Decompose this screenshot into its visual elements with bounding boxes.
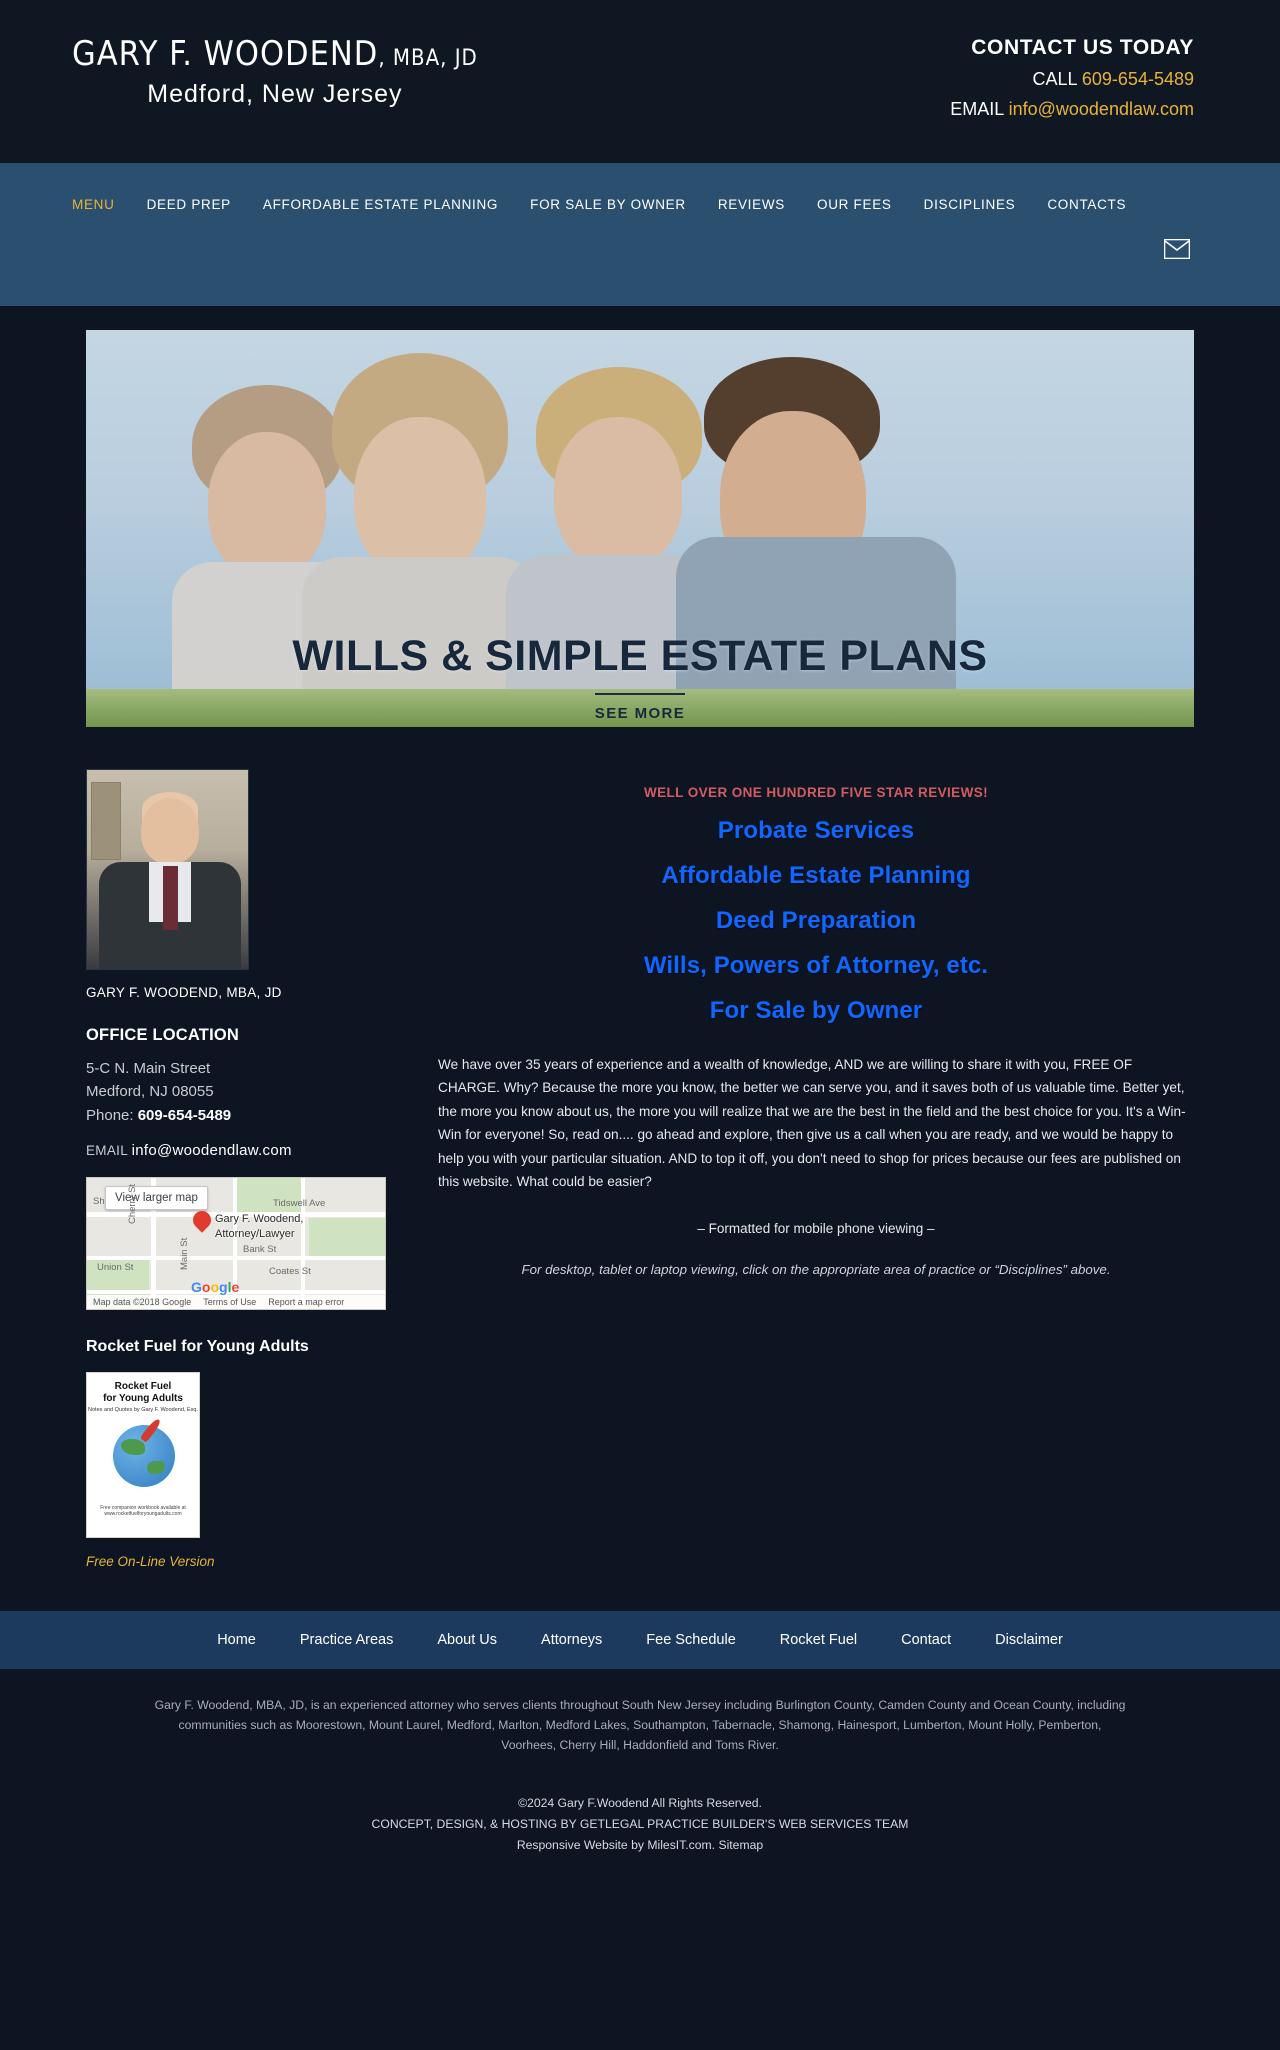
brand-subtitle: Medford, New Jersey (147, 80, 403, 108)
footer-link-about-us[interactable]: About Us (437, 1631, 498, 1648)
service-link-probate[interactable]: Probate Services (717, 817, 915, 844)
footer-link-home[interactable]: Home (217, 1631, 256, 1648)
nav-item-deed-prep[interactable]: DEED PREP (146, 197, 231, 212)
hero-title: WILLS & SIMPLE ESTATE PLANS (292, 632, 988, 680)
map-terms-link[interactable]: Terms of Use (203, 1296, 257, 1307)
footer-link-practice-areas[interactable]: Practice Areas (299, 1631, 394, 1648)
hero-section (0, 306, 1280, 727)
google-logo-o1: o (201, 1278, 211, 1295)
header-contact-block (950, 36, 1194, 120)
address-line-2: Medford, NJ 08055 (86, 1083, 214, 1101)
brand-name-main: GARY F. WOODEND (72, 34, 379, 74)
attorney-portrait (86, 769, 249, 970)
footer-responsive-credit (0, 1835, 1280, 1856)
nav-item-menu[interactable]: MENU (72, 197, 115, 212)
office-address (86, 1057, 386, 1127)
brand-name-suffix: , MBA, JD (378, 46, 478, 71)
map-attribution-bar (87, 1295, 385, 1309)
map-street-coates: Coates St (269, 1265, 311, 1277)
main-column (438, 769, 1194, 1571)
book-footer-text: Free companion workbook available at www.rocketfuelforyoungadults.com (100, 1504, 186, 1517)
nav-item-affordable-estate-planning[interactable]: AFFORDABLE ESTATE PLANNING (262, 197, 499, 212)
hero-see-more-button[interactable]: SEE MORE (594, 705, 686, 722)
phone-label: Phone: (86, 1106, 138, 1124)
contact-title: CONTACT US TODAY (971, 36, 1194, 59)
google-logo-g1: G (191, 1278, 202, 1295)
sidebar (86, 769, 386, 1571)
map-pin-label (215, 1212, 303, 1242)
footer-navigation (0, 1611, 1280, 1669)
footer-link-disclaimer[interactable]: Disclaimer (995, 1631, 1063, 1648)
hero-image (86, 330, 1194, 727)
primary-navbar (0, 163, 1280, 306)
nav-item-our-fees[interactable]: OUR FEES (817, 197, 892, 212)
footer-sitemap-link[interactable]: Sitemap (718, 1837, 764, 1852)
free-online-version-link[interactable]: Free On-Line Version (86, 1553, 215, 1569)
brand-name (72, 34, 478, 74)
footer-link-rocket-fuel[interactable]: Rocket Fuel (779, 1631, 858, 1648)
footer-responsive-text: Responsive Website by MilesIT.com. (516, 1837, 716, 1852)
envelope-icon[interactable] (1164, 239, 1190, 259)
nav-item-disciplines[interactable]: DISCIPLINES (923, 197, 1016, 212)
google-logo-o2: o (210, 1278, 220, 1295)
nav-item-contacts[interactable]: CONTACTS (1047, 197, 1127, 212)
reviews-banner: WELL OVER ONE HUNDRED FIVE STAR REVIEWS! (643, 785, 989, 800)
header-email-link[interactable]: info@woodendlaw.com (1008, 99, 1194, 119)
map-pin-label-line1: Gary F. Woodend, (215, 1212, 304, 1225)
map-street-sh: Sh (93, 1195, 105, 1207)
intro-paragraph: We have over 35 years of experience and a wealth of knowledge, AND we are willing to share it with you, FREE OF CHARGE. Why? Because the more you know, the better we can serve you, and it saves both of us valuable time. Better yet, the more you know about us, the more you will realize that we are the best in the field and the best choice for you. It's a Win-Win for everyone! So, read on.... go ahead and explore, then give us a call when you are ready, and we would be happy to help you with your particular situation. AND to top it off, you don't need to shop for prices because our fees are published on this website. What could be easier? (438, 1057, 1186, 1189)
book-title-line1: Rocket Fuel (114, 1380, 172, 1392)
map-report-link[interactable]: Report a map error (268, 1296, 345, 1307)
sidebar-email-label: EMAIL (86, 1142, 128, 1158)
phone-row (86, 1104, 386, 1127)
google-logo-l: l (227, 1278, 232, 1295)
main-content (0, 727, 1280, 1611)
site-header (0, 0, 1280, 163)
map-attribution: Map data ©2018 Google (93, 1296, 192, 1307)
map-street-main: Main St (179, 1237, 190, 1270)
attorney-name-caption: GARY F. WOODEND, MBA, JD (86, 985, 282, 1000)
footer-link-attorneys[interactable]: Attorneys (541, 1631, 603, 1648)
footer-link-fee-schedule[interactable]: Fee Schedule (646, 1631, 736, 1648)
map-street-tidswell: Tidswell Ave (273, 1197, 326, 1209)
footer-service-area-text: Gary F. Woodend, MBA, JD, is an experienced attorney who serves clients throughout South New Jersey including Burlington County, Camden County and Ocean County, including communities such as Moorestown, Mount Laurel, Medford, Marlton, Medford Lakes, Southampton, Tabernacle, Shamong, Hainesport, Lumberton, Mount Holly, Pemberton, Voorhees, Cherry Hill, Haddonfield and Toms River. (0, 1669, 1280, 1777)
desktop-viewing-note: For desktop, tablet or laptop viewing, click on the appropriate area of practice or “Disciplines” above. (521, 1262, 1111, 1278)
google-logo (191, 1279, 239, 1295)
nav-item-reviews[interactable]: REVIEWS (717, 197, 785, 212)
book-subtitle: Notes and Quotes by Gary F. Woodend, Esq. (88, 1406, 198, 1413)
service-link-deed-preparation[interactable]: Deed Preparation (715, 907, 917, 934)
brand-block[interactable] (72, 34, 478, 109)
view-larger-map-button[interactable]: View larger map (105, 1186, 208, 1210)
map-street-union: Union St (97, 1261, 134, 1273)
hero-divider (595, 693, 685, 695)
office-location-heading: OFFICE LOCATION (86, 1026, 240, 1044)
service-link-wills-poa[interactable]: Wills, Powers of Attorney, etc. (643, 952, 989, 979)
sidebar-email-link[interactable]: info@woodendlaw.com (131, 1141, 292, 1159)
nav-item-for-sale-by-owner[interactable]: FOR SALE BY OWNER (530, 197, 686, 212)
hero-caption (86, 632, 1194, 722)
contact-email-line (950, 99, 1194, 120)
rocket-fuel-heading: Rocket Fuel for Young Adults (86, 1337, 309, 1355)
service-link-estate-planning[interactable]: Affordable Estate Planning (661, 862, 971, 889)
map-street-bank: Bank St (243, 1243, 277, 1255)
google-map-embed[interactable] (86, 1177, 386, 1310)
footer-copyright: ©2024 Gary F.Woodend All Rights Reserved. (518, 1796, 762, 1811)
map-pin-label-line2: Attorney/Lawyer (215, 1227, 295, 1240)
footer-link-contact[interactable]: Contact (901, 1631, 952, 1648)
google-logo-g2: g (219, 1278, 228, 1295)
phone-number[interactable]: 609-654-5489 (137, 1106, 232, 1124)
email-label: EMAIL (950, 99, 1004, 119)
nav-items (72, 191, 1158, 218)
google-logo-e: e (231, 1278, 240, 1295)
footer-concept-credit: CONCEPT, DESIGN, & HOSTING BY GETLEGAL PRACTICE BUILDER'S WEB SERVICES TEAM (371, 1816, 909, 1831)
mobile-viewing-note: – Formatted for mobile phone viewing – (697, 1221, 935, 1237)
contact-call-line (950, 69, 1194, 90)
rocket-fuel-book-cover[interactable] (86, 1372, 200, 1538)
map-street-cherry: Cherry St (127, 1183, 138, 1224)
book-title-line2: for Young Adults (103, 1392, 183, 1404)
call-phone-link[interactable]: 609-654-5489 (1081, 69, 1194, 89)
service-link-for-sale-by-owner[interactable]: For Sale by Owner (709, 997, 923, 1024)
address-line-1: 5-C N. Main Street (86, 1060, 211, 1077)
sidebar-email-row (86, 1142, 386, 1159)
call-label: CALL (1032, 69, 1077, 89)
footer-legal (0, 1777, 1280, 1891)
book-title (87, 1381, 199, 1405)
